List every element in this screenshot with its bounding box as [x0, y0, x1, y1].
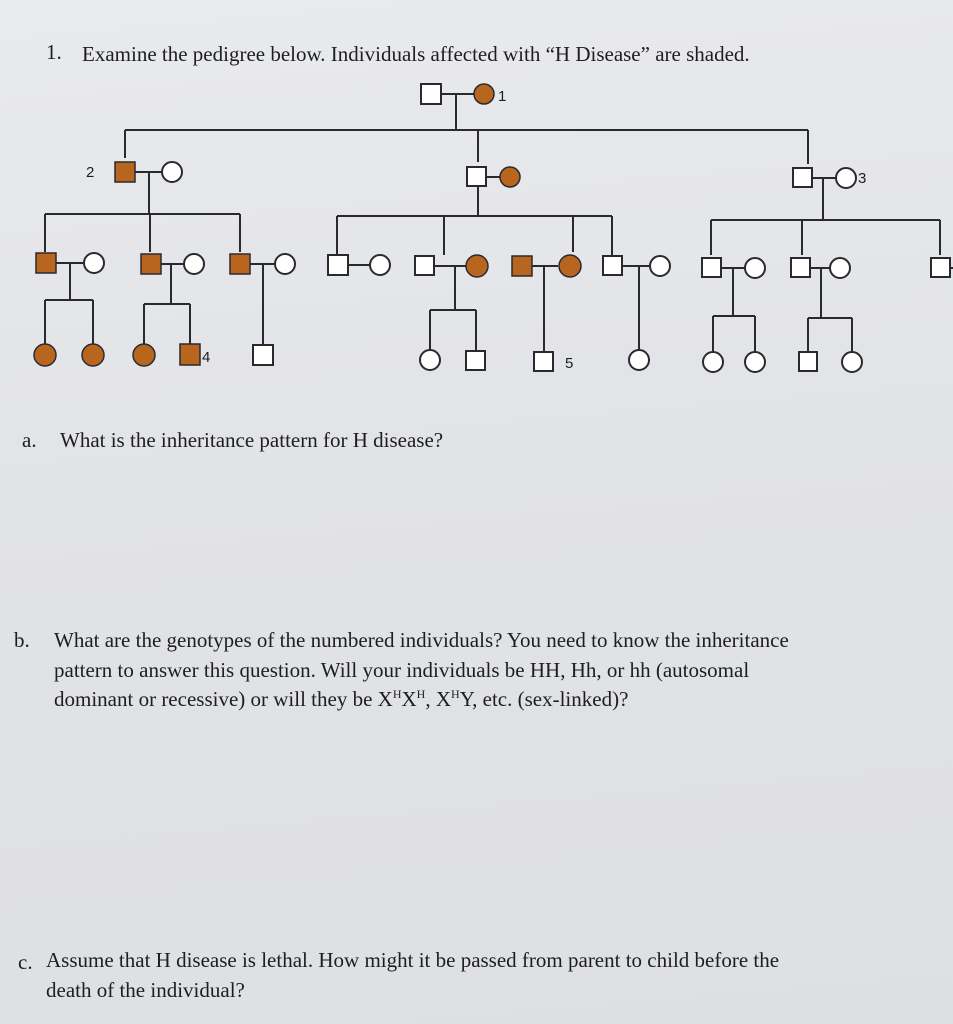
- part-c-line-1: Assume that H disease is lethal. How might it be passed from parent to child before the: [46, 948, 780, 972]
- gen4-unaffected-female: [703, 352, 723, 372]
- gen2-unaffected-male: [793, 168, 812, 187]
- gen3-unaffected-male: [328, 255, 348, 275]
- individual-5-male: [534, 352, 553, 371]
- individual-4-affected-male: [180, 344, 200, 365]
- gen3-spouse-male: [415, 256, 434, 275]
- question-number: 1.: [46, 40, 62, 64]
- gen2-affected-female: [500, 167, 520, 187]
- label-3: 3: [858, 170, 867, 187]
- question-prompt: Examine the pedigree below. Individuals affected with “H Disease” are shaded.: [82, 42, 750, 66]
- gen3-affected-male: [512, 256, 532, 276]
- individual-3-female: [836, 168, 856, 188]
- gen4-unaffected-female: [842, 352, 862, 372]
- part-b-letter: b.: [14, 628, 30, 652]
- gen1-father-unaffected: [421, 84, 441, 104]
- gen2-spouse-female: [162, 162, 182, 182]
- part-c-line-2: death of the individual?: [46, 978, 245, 1002]
- gen3-affected-female: [466, 255, 488, 277]
- gen3-affected-male: [141, 254, 161, 274]
- individual-1-affected-female: [474, 84, 494, 104]
- gen3-unaffected-female: [830, 258, 850, 278]
- individual-2-affected-male: [115, 162, 135, 182]
- label-4: 4: [202, 349, 211, 366]
- label-5: 5: [565, 355, 574, 372]
- gen3-unaffected-female: [650, 256, 670, 276]
- label-2: 2: [86, 164, 95, 181]
- gen4-unaffected-female: [420, 350, 440, 370]
- label-1: 1: [498, 88, 507, 105]
- gen3-spouse-male: [603, 256, 622, 275]
- part-c-letter: c.: [18, 950, 33, 974]
- gen4-unaffected-female: [745, 352, 765, 372]
- part-b-line-2: pattern to answer this question. Will your individuals be HH, Hh, or hh (autosomal: [54, 658, 750, 682]
- gen3-spouse-female: [370, 255, 390, 275]
- part-b-line-1: What are the genotypes of the numbered individuals? You need to know the inheritance: [54, 628, 789, 652]
- gen3-spouse-female: [745, 258, 765, 278]
- gen3-spouse-female: [184, 254, 204, 274]
- gen4-affected-female: [133, 344, 155, 366]
- part-b-line-3: dominant or recessive) or will they be $X^HX^H$, $X^HY$, etc. (sex-linked)?: [54, 687, 629, 711]
- pedigree-lines: [45, 94, 953, 352]
- gen3-affected-male: [230, 254, 250, 274]
- gen3-affected-female: [559, 255, 581, 277]
- gen4-affected-female: [34, 344, 56, 366]
- gen3-spouse-female: [84, 253, 104, 273]
- gen3-unaffected-male: [931, 258, 950, 277]
- gen4-unaffected-female: [629, 350, 649, 370]
- gen3-spouse-male: [791, 258, 810, 277]
- gen4-affected-female: [82, 344, 104, 366]
- gen4-unaffected-male: [253, 345, 273, 365]
- gen3-unaffected-male: [702, 258, 721, 277]
- gen4-unaffected-male: [466, 351, 485, 370]
- gen4-unaffected-male: [799, 352, 817, 371]
- part-a-question: What is the inheritance pattern for H disease?: [60, 428, 444, 452]
- gen3-affected-male: [36, 253, 56, 273]
- pedigree-chart: [0, 70, 953, 390]
- part-a-letter: a.: [22, 428, 37, 452]
- gen3-spouse-female: [275, 254, 295, 274]
- gen2-spouse-male: [467, 167, 486, 186]
